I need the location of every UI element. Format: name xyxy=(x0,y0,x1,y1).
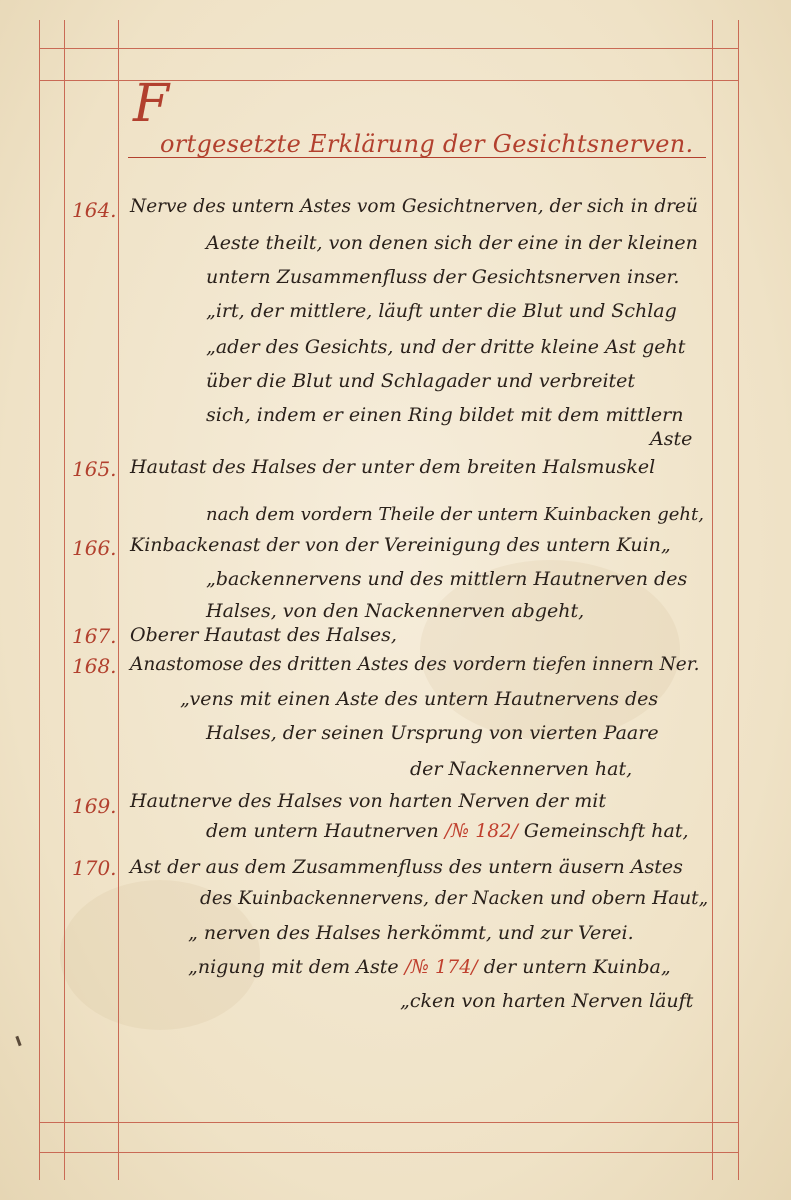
entry-line: Hautast des Halses der unter dem breiten Halsmuskel xyxy=(130,456,656,478)
entry-line: Aste xyxy=(650,428,693,450)
entry-number: 169. xyxy=(72,794,117,818)
entry-line: „irt, der mittlere, läuft unter die Blut und Schlag xyxy=(206,300,677,322)
entry-line xyxy=(206,820,689,842)
entry-number: 166. xyxy=(72,536,117,560)
entry-number: 165. xyxy=(72,457,117,481)
frame-rule-bottom-inner xyxy=(39,1122,739,1123)
entry-line: Aeste theilt, von denen sich der eine in der kleinen xyxy=(206,232,698,254)
entry-line: des Kuinbackennervens, der Nacken und obern Haut„ xyxy=(200,888,709,909)
frame-rule-top-outer xyxy=(39,48,739,49)
frame-rule-left-outer xyxy=(39,20,40,1180)
entry-number: 164. xyxy=(72,198,117,222)
entry-line: Kinbackenast der von der Vereinigung des untern Kuin„ xyxy=(130,534,671,556)
entry-line: nach dem vordern Theile der untern Kuinbacken geht, xyxy=(206,504,704,525)
title-initial: F xyxy=(133,74,170,134)
entry-number: 170. xyxy=(72,856,117,880)
entry-line: „backennervens und des mittlern Hautnerven des xyxy=(206,568,688,590)
entry-line: „ader des Gesichts, und der dritte kleine Ast geht xyxy=(206,336,686,358)
entry-line: untern Zusammenfluss der Gesichtsnerven inser. xyxy=(206,266,680,288)
entry-text: Gemeinschft hat, xyxy=(523,820,689,842)
entry-line: über die Blut und Schlagader und verbreitet xyxy=(206,370,636,392)
entry-line: Halses, von den Nackennerven abgeht, xyxy=(206,600,585,622)
entry-text: „nigung mit dem Aste xyxy=(188,956,399,978)
entry-line: Hautnerve des Halses von harten Nerven der mit xyxy=(130,790,607,812)
entry-text: der untern Kuinba„ xyxy=(483,956,671,978)
entry-line: Nerve des untern Astes vom Gesichtnerven, der sich in dreü xyxy=(130,196,698,217)
entry-line: Ast der aus dem Zusammenfluss des untern äusern Astes xyxy=(130,856,683,878)
frame-rule-right-inner xyxy=(712,20,713,1180)
entry-line: sich, indem er einen Ring bildet mit dem mittlern xyxy=(206,404,684,426)
cross-reference: /№ 182/ xyxy=(444,820,518,842)
entry-line: „vens mit einen Aste des untern Hautnervens des xyxy=(180,688,659,710)
ink-mark xyxy=(15,1036,21,1046)
entry-line: „cken von harten Nerven läuft xyxy=(400,990,694,1012)
entry-line: der Nackennerven hat, xyxy=(410,758,633,780)
frame-rule-left-inner xyxy=(64,20,65,1180)
cross-reference: /№ 174/ xyxy=(404,956,478,978)
entry-text: dem untern Hautnerven xyxy=(206,820,439,842)
page-title: ortgesetzte Erklärung der Gesichtsnerven. xyxy=(160,130,694,158)
entry-line: Anastomose des dritten Astes des vordern tiefen innern Ner. xyxy=(130,654,700,675)
entry-line: Halses, der seinen Ursprung von vierten Paare xyxy=(206,722,659,744)
frame-rule-right-outer xyxy=(738,20,739,1180)
entry-line: Oberer Hautast des Halses, xyxy=(130,624,397,646)
entry-line: „ nerven des Halses herkömmt, und zur Verei. xyxy=(188,922,634,944)
frame-rule-bottom-outer xyxy=(39,1152,739,1153)
entry-number: 167. xyxy=(72,624,117,648)
entry-line xyxy=(188,956,671,978)
entry-number: 168. xyxy=(72,654,117,678)
frame-rule-margin xyxy=(118,20,119,1180)
